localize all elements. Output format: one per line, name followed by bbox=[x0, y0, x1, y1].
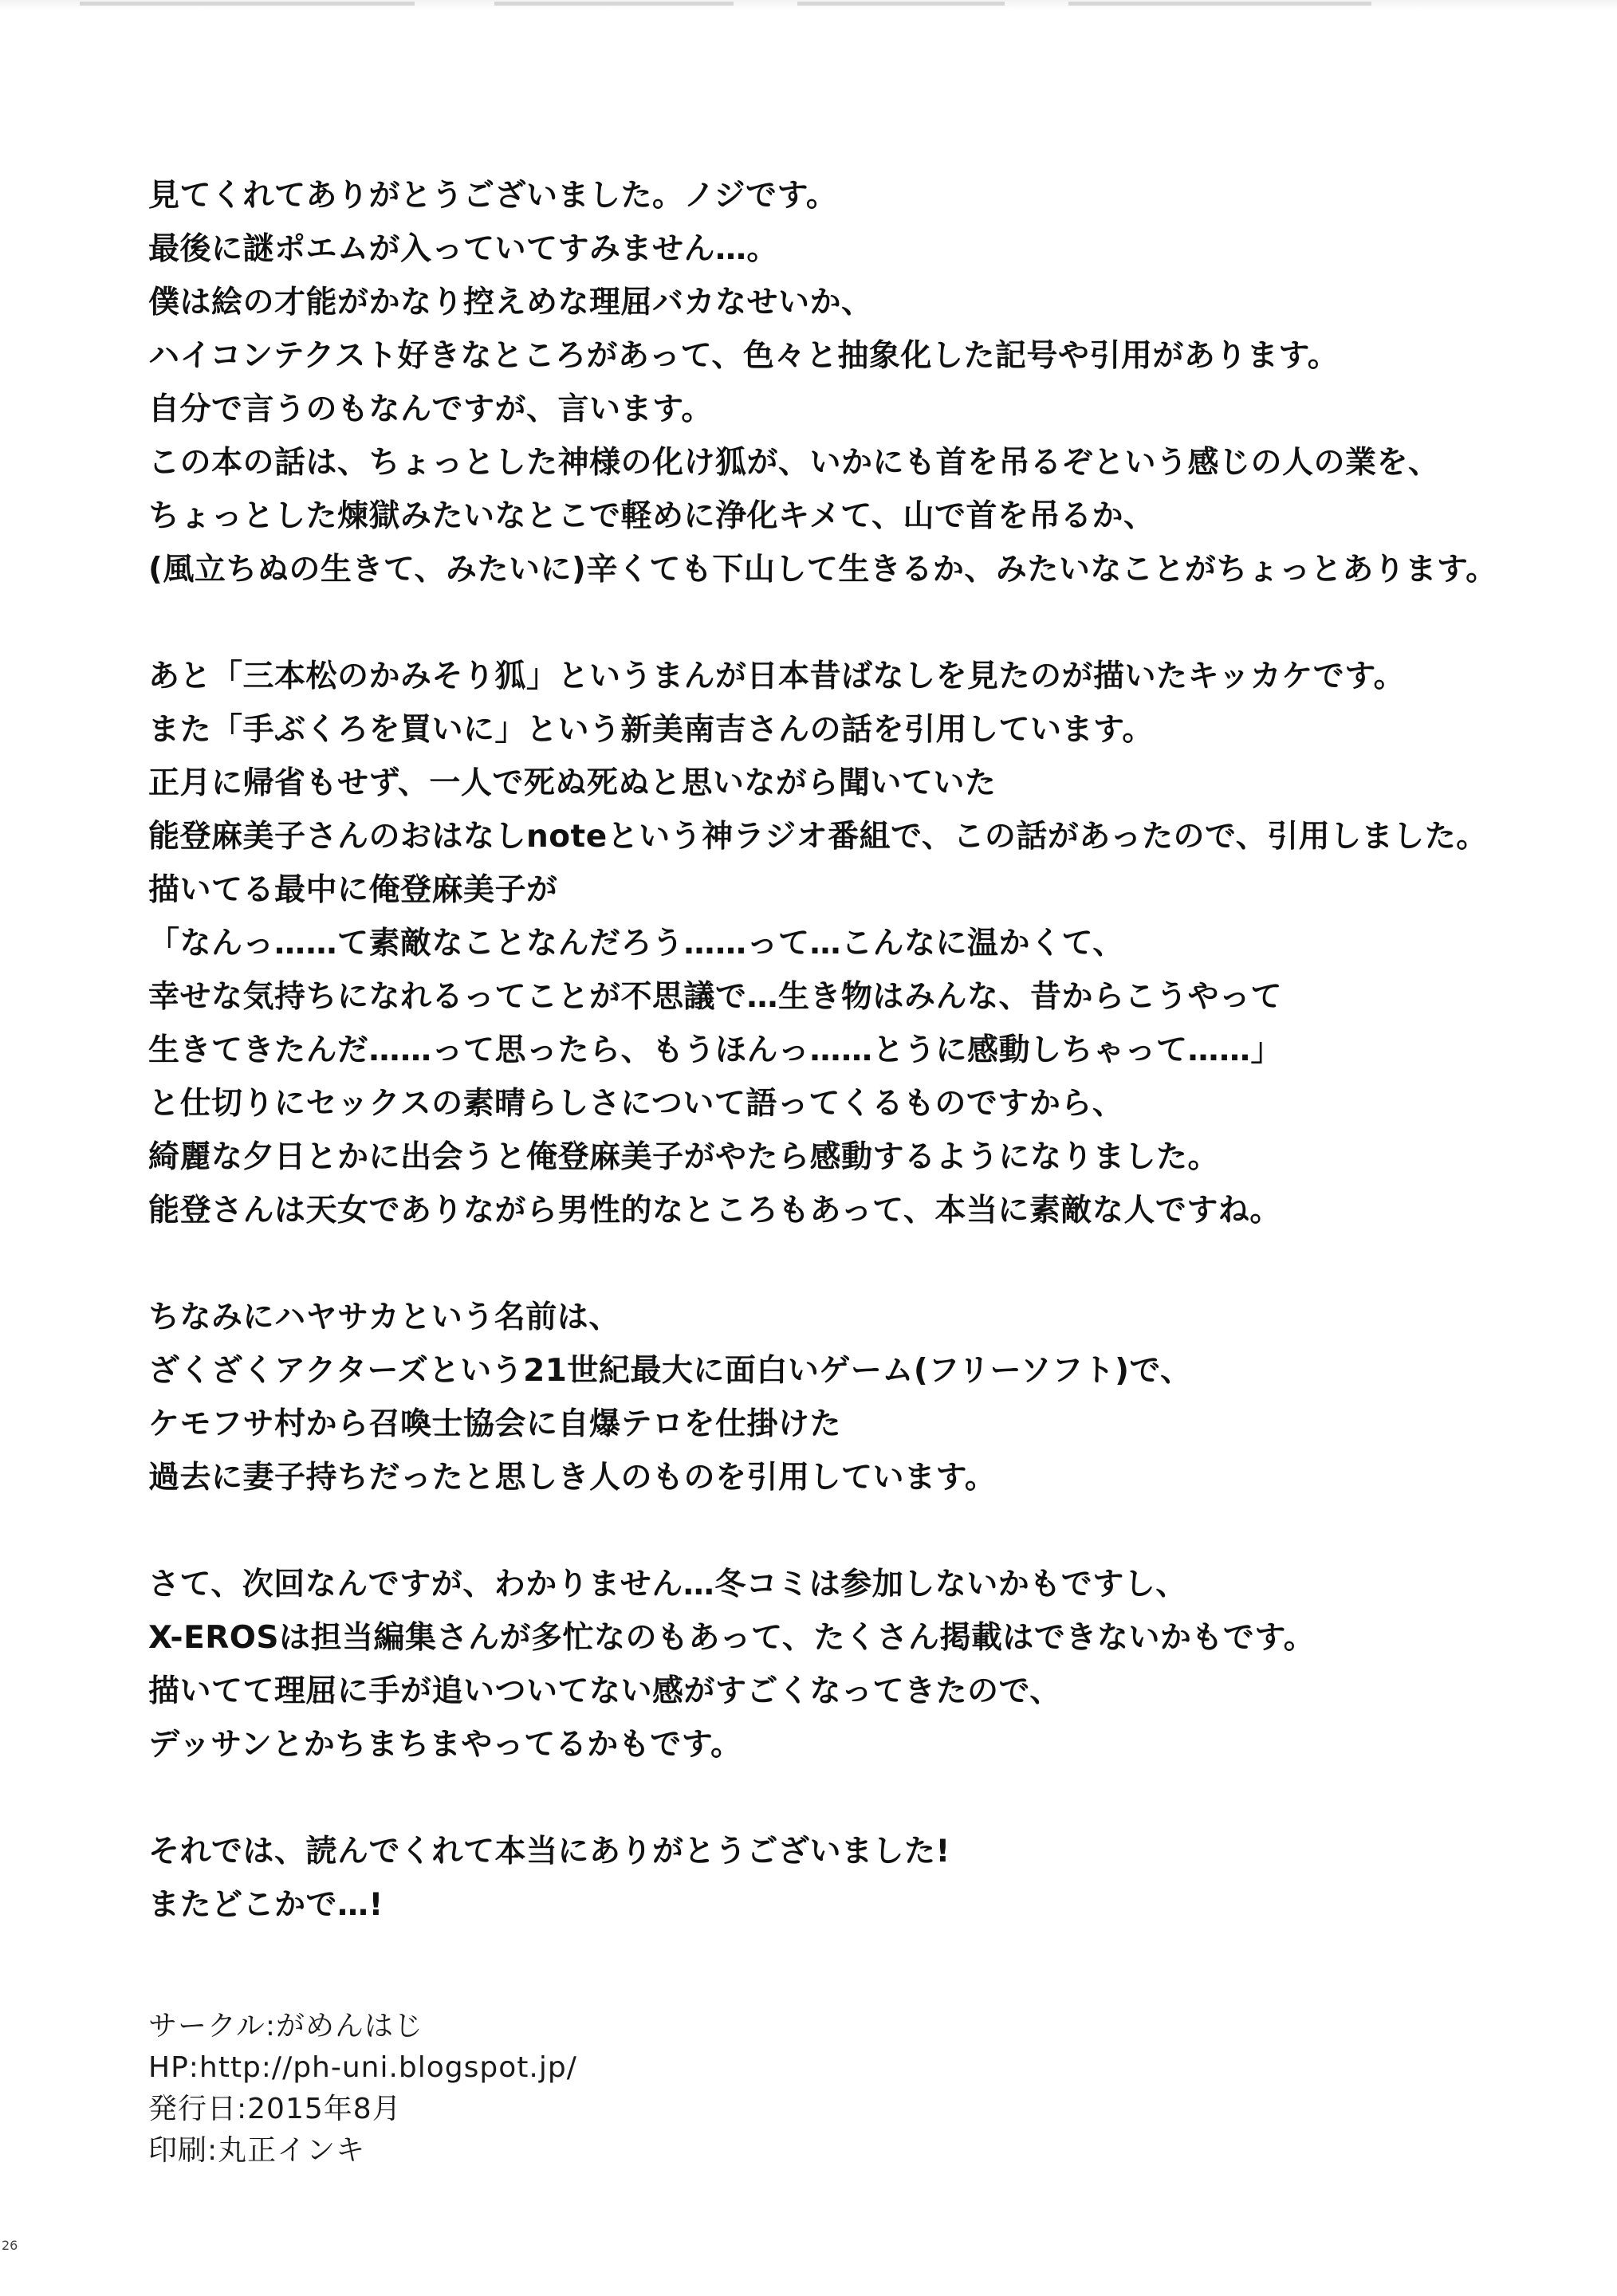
text-line: ちなみにハヤサカという名前は、 bbox=[148, 1299, 620, 1335]
text-line: ざくざくアクターズという21世紀最大に面白いゲーム(フリーソフト)で、 bbox=[148, 1353, 1192, 1389]
text-line: 過去に妻子持ちだったと思しき人のものを引用しています。 bbox=[148, 1460, 997, 1496]
text-line: (風立ちぬの生きて、みたいに)辛くても下山して生きるか、みたいなことがちょっとあります。 bbox=[148, 552, 1497, 588]
text-line: デッサンとかちまちまやってるかもです。 bbox=[148, 1727, 742, 1763]
text-line: 描いてて理屈に手が追いついてない感がすごくなってきたので、 bbox=[148, 1673, 1061, 1709]
scan-artifact bbox=[80, 2, 1515, 6]
colophon-circle: サークル:がめんはじ bbox=[148, 2010, 424, 2042]
paragraph-inspiration bbox=[148, 650, 1607, 1237]
paragraph-next-plans bbox=[148, 1558, 1607, 1771]
text-line: またどこかで…! bbox=[148, 1887, 384, 1923]
page-number: 26 bbox=[2, 2238, 18, 2253]
text-line: 正月に帰省もせず、一人で死ぬ死ぬと思いながら聞いていた bbox=[148, 765, 997, 801]
paragraph-gap bbox=[148, 596, 1607, 650]
text-line: 「なんっ……て素敵なことなんだろう……って…こんなに温かくて、 bbox=[148, 926, 1124, 961]
colophon-publish-date: 発行日:2015年8月 bbox=[148, 2093, 402, 2125]
text-line: ハイコンテクスト好きなところがあって、色々と抽象化した記号や引用があります。 bbox=[148, 338, 1340, 374]
text-line: 僕は絵の才能がかなり控えめな理屈バカなせいか、 bbox=[148, 285, 873, 320]
colophon bbox=[148, 2006, 1105, 2172]
text-line: 綺麗な夕日とかに出会うと俺登麻美子がやたら感動するようになりました。 bbox=[148, 1139, 1220, 1175]
text-line: ケモフサ村から召喚士協会に自爆テロを仕掛けた bbox=[148, 1406, 842, 1442]
text-line: また「手ぶくろを買いに」という新美南吉さんの話を引用しています。 bbox=[148, 712, 1154, 748]
text-line: 見てくれてありがとうございました。ノジです。 bbox=[148, 178, 838, 214]
text-line: それでは、読んでくれて本当にありがとうございました! bbox=[148, 1834, 950, 1869]
paragraph-gap bbox=[148, 1237, 1607, 1291]
text-line: と仕切りにセックスの素晴らしさについて語ってくるものですから、 bbox=[148, 1086, 1124, 1122]
text-line: ちょっとした煉獄みたいなとこで軽めに浄化キメて、山で首を吊るか、 bbox=[148, 498, 1155, 534]
paragraph-gap bbox=[148, 1771, 1607, 1825]
text-line: 能登麻美子さんのおはなしnoteという神ラジオ番組で、この話があったので、引用しました。 bbox=[148, 819, 1488, 855]
text-line: 能登さんは天女でありながら男性的なところもあって、本当に素敵な人ですね。 bbox=[148, 1193, 1281, 1229]
text-line: あと「三本松のかみそり狐」というまんが日本昔ばなしを見たのが描いたキッカケです。 bbox=[148, 659, 1406, 694]
afterword-text bbox=[148, 169, 1607, 1932]
text-line: 最後に謎ポエムが入っていてすみません…。 bbox=[148, 231, 779, 267]
paragraph-closing bbox=[148, 1825, 1607, 1932]
paragraph-intro bbox=[148, 169, 1607, 596]
colophon-printer: 印刷:丸正インキ bbox=[148, 2134, 366, 2167]
text-line: さて、次回なんですが、わかりません…冬コミは参加しないかもですし、 bbox=[148, 1567, 1187, 1602]
text-line: 自分で言うのもなんですが、言います。 bbox=[148, 391, 713, 427]
paragraph-gap bbox=[148, 1504, 1607, 1558]
paragraph-name-origin bbox=[148, 1291, 1607, 1504]
text-line: この本の話は、ちょっとした神様の化け狐が、いかにも首を吊るぞという感じの人の業を、 bbox=[148, 445, 1440, 481]
text-line: 描いてる最中に俺登麻美子が bbox=[148, 872, 558, 908]
colophon-homepage: HP:http://ph-uni.blogspot.jp/ bbox=[148, 2051, 577, 2084]
text-line: X-EROSは担当編集さんが多忙なのもあって、たくさん掲載はできないかもです。 bbox=[148, 1620, 1316, 1656]
text-line: 生きてきたんだ……って思ったら、もうほんっ……とうに感動しちゃって……」 bbox=[148, 1032, 1283, 1068]
text-line: 幸せな気持ちになれるってことが不思議で…生き物はみんな、昔からこうやって bbox=[148, 979, 1283, 1015]
